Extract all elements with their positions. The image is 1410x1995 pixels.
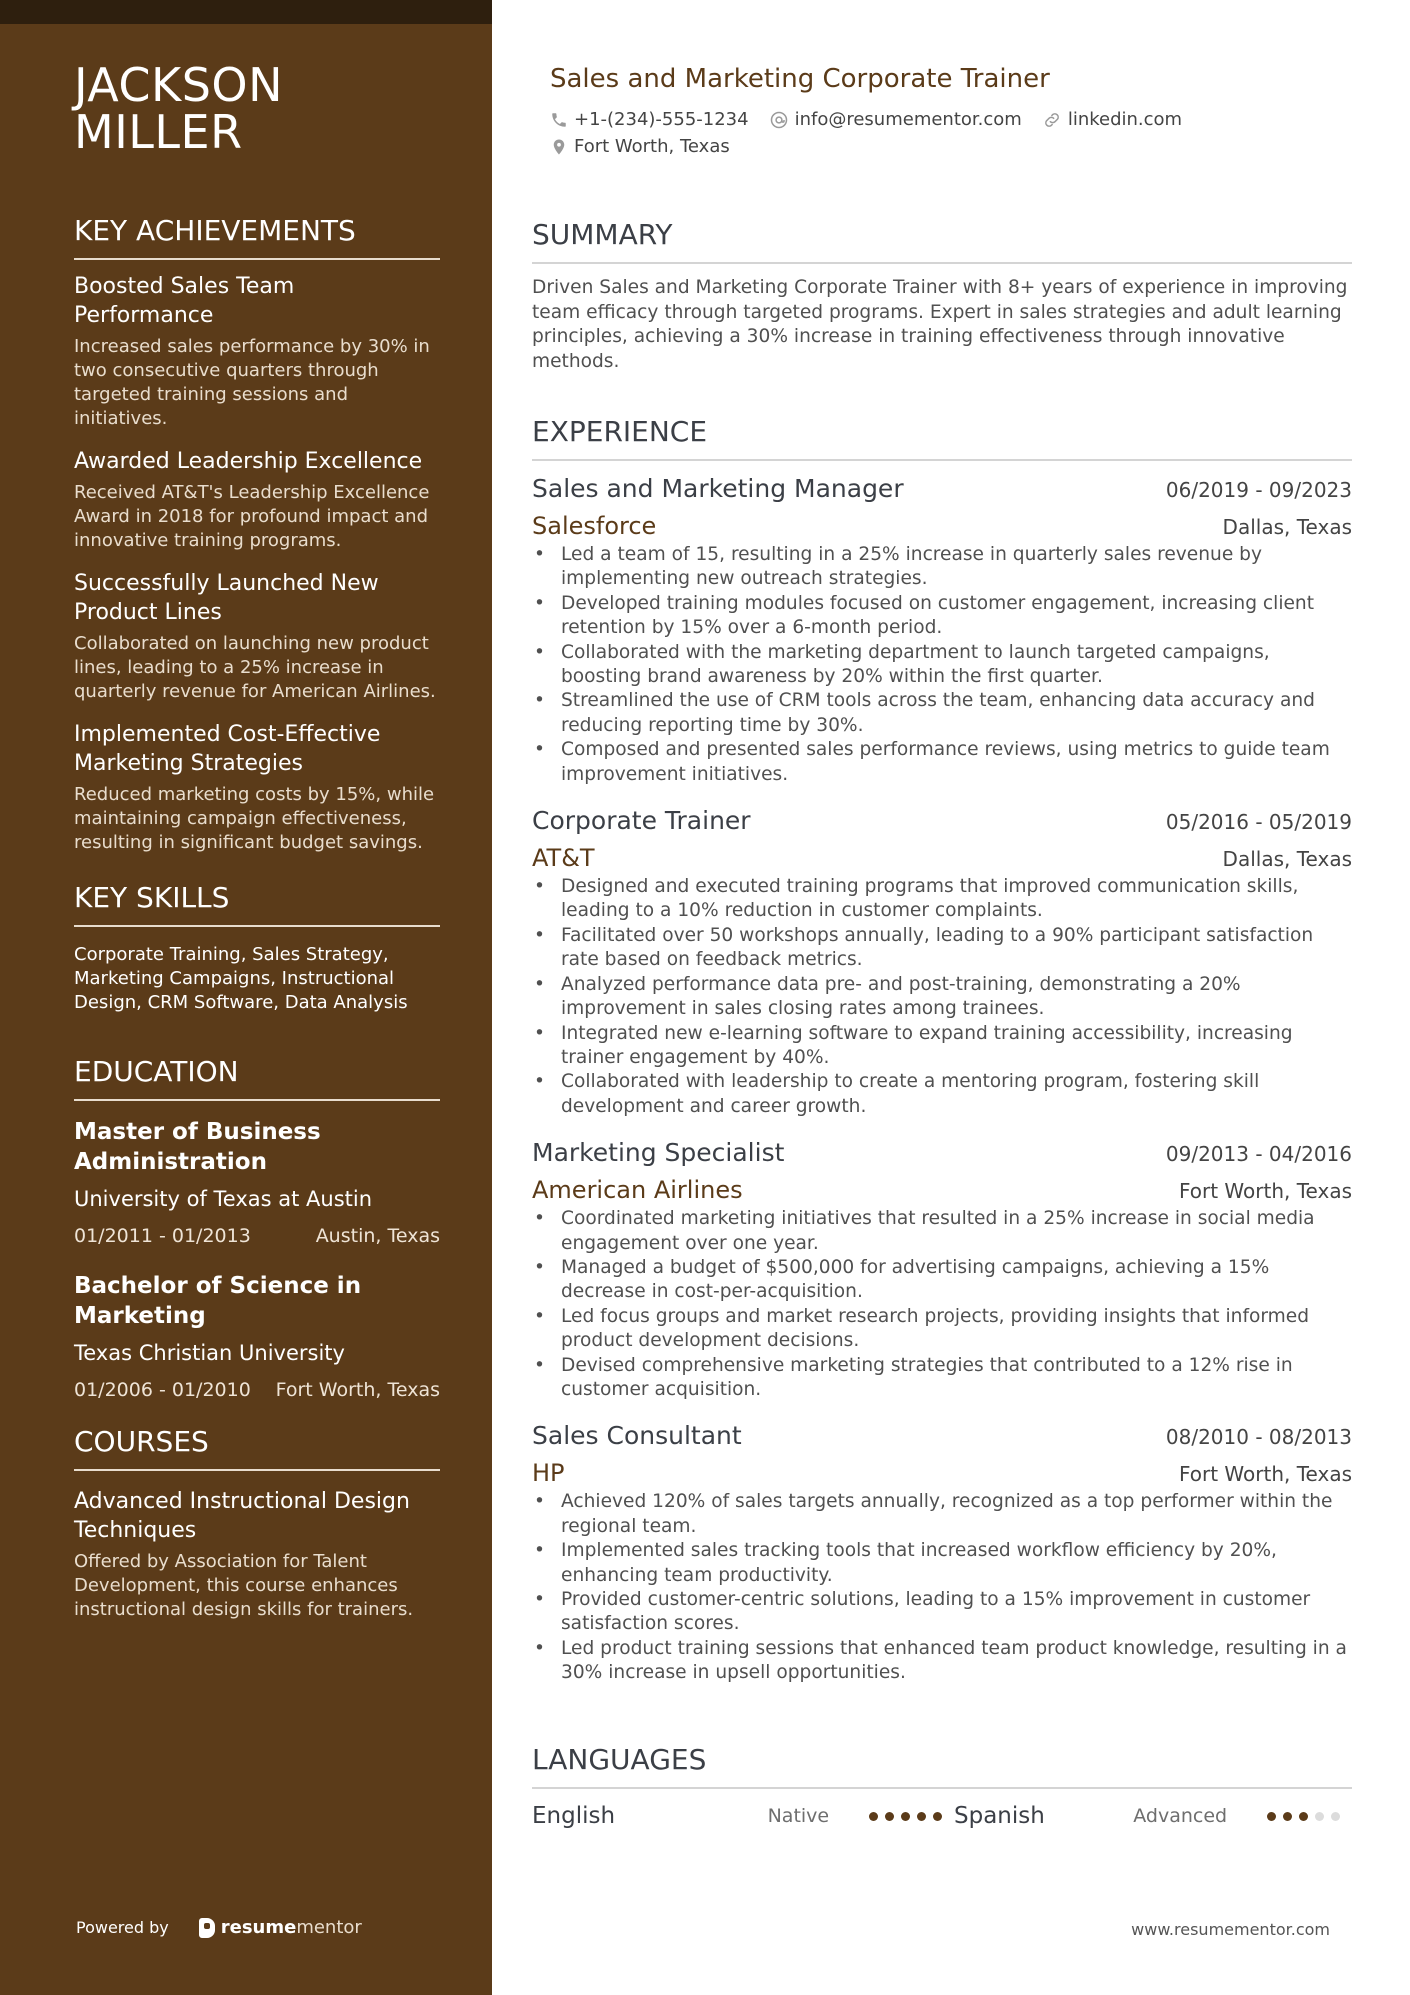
experience-heading: EXPERIENCE	[532, 415, 1352, 461]
education-section	[74, 1055, 440, 1403]
job-role: Marketing Specialist	[532, 1138, 785, 1168]
education-school: Texas Christian University	[74, 1341, 345, 1365]
header	[550, 62, 1350, 160]
job-role: Sales Consultant	[532, 1421, 742, 1451]
achievement-title: Boosted Sales Team Performance	[74, 274, 295, 328]
powered-by	[76, 1917, 362, 1938]
job-bullet: • Devised comprehensive marketing strategies that contributed to a 12% rise in customer acquisition.	[532, 1354, 1352, 1403]
language-name: English	[532, 1803, 616, 1829]
achievement-title: Implemented Cost-Effective Marketing Strategies	[74, 722, 381, 776]
languages-row	[532, 1801, 1352, 1831]
languages-section	[532, 1743, 1352, 1831]
job-company: HP	[532, 1459, 565, 1488]
logo-text-bold: resume	[220, 1917, 297, 1938]
job-subheader	[532, 1175, 1352, 1205]
achievements-section	[74, 214, 440, 855]
contact-email[interactable]	[769, 106, 1022, 133]
education-meta	[74, 1377, 440, 1403]
contact-linkedin[interactable]	[1042, 106, 1182, 133]
job-entry	[532, 1137, 1352, 1402]
skills-section	[74, 881, 440, 1015]
job-bullet: • Designed and executed training programs that improved communication skills, leading to a 10% reduction in customer complaints.	[532, 875, 1352, 924]
experience-section	[532, 415, 1352, 1704]
achievement-title: Successfully Launched New Product Lines	[74, 571, 379, 625]
rating-dot	[1267, 1812, 1276, 1821]
job-subheader	[532, 843, 1352, 873]
job-company: Salesforce	[532, 512, 657, 540]
phone-text: +1-(234)-555-1234	[574, 109, 749, 130]
course-desc: Offered by Association for Talent Development, this course enhances instructional design skills for trainers.	[74, 1551, 414, 1620]
sidebar	[0, 0, 492, 1995]
job-bullets	[532, 543, 1352, 787]
job-dates: 05/2016 - 05/2019	[1165, 810, 1352, 835]
main-content	[532, 0, 1352, 1995]
candidate-name	[74, 58, 440, 159]
contact-info	[550, 106, 1350, 160]
job-subheader	[532, 1458, 1352, 1488]
job-header	[532, 805, 1352, 837]
rating-dot	[1299, 1812, 1308, 1821]
job-header	[532, 473, 1352, 505]
language-level: Native	[767, 1805, 830, 1827]
achievement-desc: Collaborated on launching new product lines, leading to a 25% increase in quarterly revenue for American Airlines.	[74, 633, 436, 702]
job-bullet: • Led a team of 15, resulting in a 25% increase in quarterly sales revenue by implementing new outreach strategies.	[532, 543, 1352, 592]
achievement-desc: Increased sales performance by 30% in two consecutive quarters through targeted training sessions and initiatives.	[74, 336, 430, 429]
education-location: Fort Worth, Texas	[275, 1379, 440, 1401]
job-entry	[532, 473, 1352, 787]
job-entry	[532, 805, 1352, 1119]
resumementor-logo[interactable]	[199, 1917, 362, 1938]
education-degree: Bachelor of Science in Marketing	[74, 1273, 362, 1329]
link-icon	[1042, 110, 1062, 130]
language-rating	[1267, 1812, 1352, 1821]
courses-list	[74, 1487, 440, 1622]
contact-location	[550, 133, 1330, 160]
email-text: info@resumementor.com	[794, 109, 1022, 130]
education-heading: EDUCATION	[74, 1055, 440, 1101]
job-header	[532, 1420, 1352, 1452]
job-bullets	[532, 1207, 1352, 1402]
languages-heading: LANGUAGES	[532, 1743, 1352, 1789]
job-role: Sales and Marketing Manager	[532, 474, 904, 503]
job-bullet: • Facilitated over 50 workshops annually, leading to a 90% participant satisfaction rate based on feedback metrics.	[532, 924, 1352, 973]
language-level: Advanced	[1133, 1805, 1228, 1827]
achievement-desc: Reduced marketing costs by 15%, while maintaining campaign effectiveness, resulting in significant budget savings.	[74, 784, 435, 853]
job-bullet: • Coordinated marketing initiatives that resulted in a 25% increase in social media engagement over one year.	[532, 1207, 1352, 1256]
courses-heading: COURSES	[74, 1425, 440, 1471]
achievement-item	[74, 720, 440, 855]
achievement-item	[74, 569, 440, 704]
logo-text-light: mentor	[296, 1917, 362, 1938]
rating-dot	[917, 1812, 926, 1821]
job-bullet: • Led product training sessions that enhanced team product knowledge, resulting in a 30% increase in upsell opportunities.	[532, 1637, 1352, 1686]
achievements-heading: KEY ACHIEVEMENTS	[74, 214, 440, 260]
course-title: Advanced Instructional Design Techniques	[74, 1489, 410, 1543]
job-dates: 09/2013 - 04/2016	[1165, 1142, 1352, 1167]
courses-section	[74, 1425, 440, 1622]
job-bullet: • Streamlined the use of CRM tools across the team, enhancing data accuracy and reducing reporting time by 30%.	[532, 689, 1352, 738]
job-bullet: • Provided customer-centric solutions, leading to a 15% improvement in customer satisfaction scores.	[532, 1588, 1352, 1637]
job-bullet: • Managed a budget of $500,000 for advertising campaigns, achieving a 15% decrease in cost-per-acquisition.	[532, 1256, 1352, 1305]
education-meta	[74, 1223, 440, 1249]
education-school: University of Texas at Austin	[74, 1187, 373, 1211]
job-dates: 08/2010 - 08/2013	[1165, 1425, 1352, 1450]
logo-icon	[199, 1918, 215, 1938]
education-degree: Master of Business Administration	[74, 1119, 321, 1175]
job-bullet: • Implemented sales tracking tools that increased workflow efficiency by 20%, enhancing team productivity.	[532, 1539, 1352, 1588]
summary-text: Driven Sales and Marketing Corporate Trainer with 8+ years of experience in improving team efficacy through targeted programs. Expert in sales strategies and adult learning principles, achieving a 30% increase in training effectiveness through innovative methods.	[532, 277, 1348, 372]
education-item	[74, 1271, 440, 1403]
rating-dot	[1283, 1812, 1292, 1821]
location-pin-icon	[550, 137, 568, 157]
job-location: Fort Worth, Texas	[1178, 1179, 1352, 1204]
job-location: Dallas, Texas	[1222, 847, 1352, 872]
summary-heading: SUMMARY	[532, 218, 1352, 264]
sidebar-top-bar	[0, 0, 492, 24]
job-bullet: • Collaborated with the marketing department to launch targeted campaigns, boosting brand awareness by 20% within the first quarter.	[532, 641, 1352, 690]
job-entry	[532, 1420, 1352, 1685]
summary-section	[532, 218, 1352, 374]
achievement-desc: Received AT&T's Leadership Excellence Award in 2018 for profound impact and innovative training programs.	[74, 482, 430, 551]
language-rating	[869, 1812, 954, 1821]
job-header	[532, 1137, 1352, 1169]
job-location: Fort Worth, Texas	[1178, 1462, 1352, 1487]
headline: Sales and Marketing Corporate Trainer	[550, 64, 1050, 94]
job-bullet: • Achieved 120% of sales targets annually, recognized as a top performer within the regional team.	[532, 1490, 1352, 1539]
experience-list	[532, 473, 1352, 1686]
course-item	[74, 1487, 440, 1622]
job-dates: 06/2019 - 09/2023	[1165, 478, 1352, 502]
phone-icon	[550, 111, 568, 129]
skills-heading: KEY SKILLS	[74, 881, 440, 927]
education-dates: 01/2011 - 01/2013	[74, 1225, 251, 1247]
location-text: Fort Worth, Texas	[574, 136, 730, 157]
job-bullet: • Led focus groups and market research projects, providing insights that informed product development decisions.	[532, 1305, 1352, 1354]
achievement-item	[74, 272, 440, 431]
job-bullets	[532, 875, 1352, 1119]
job-bullet: • Collaborated with leadership to create a mentoring program, fostering skill development and career growth.	[532, 1070, 1352, 1119]
job-subheader	[532, 511, 1352, 541]
rating-dot	[901, 1812, 910, 1821]
rating-dot	[933, 1812, 942, 1821]
skills-text: Corporate Training, Sales Strategy, Marketing Campaigns, Instructional Design, CRM Software, Data Analysis	[74, 944, 408, 1013]
job-bullet: • Composed and presented sales performance reviews, using metrics to guide team improvement initiatives.	[532, 738, 1352, 787]
rating-dot	[869, 1812, 878, 1821]
job-bullet: • Analyzed performance data pre- and post-training, demonstrating a 20% improvement in sales closing rates among trainees.	[532, 973, 1352, 1022]
job-role: Corporate Trainer	[532, 806, 751, 836]
footer-url[interactable]: www.resumementor.com	[1131, 1920, 1330, 1939]
education-item	[74, 1117, 440, 1249]
achievement-title: Awarded Leadership Excellence	[74, 449, 423, 474]
rating-dot	[1315, 1812, 1324, 1821]
achievement-item	[74, 447, 440, 553]
job-location: Dallas, Texas	[1222, 515, 1352, 539]
powered-by-label: Powered by	[76, 1918, 169, 1937]
job-bullet: • Integrated new e-learning software to expand training accessibility, increasing trainer engagement by 40%.	[532, 1022, 1352, 1071]
job-company: American Airlines	[532, 1176, 743, 1205]
linkedin-text: linkedin.com	[1067, 109, 1183, 130]
education-dates: 01/2006 - 01/2010	[74, 1379, 251, 1401]
name-first: JACKSON	[74, 58, 284, 112]
education-list	[74, 1117, 440, 1403]
at-icon	[769, 110, 789, 130]
achievements-list	[74, 272, 440, 855]
contact-phone[interactable]	[550, 106, 749, 133]
rating-dot	[885, 1812, 894, 1821]
name-last: MILLER	[74, 105, 243, 159]
language-name: Spanish	[954, 1803, 1045, 1829]
job-company: AT&T	[532, 844, 595, 873]
rating-dot	[1331, 1812, 1340, 1821]
education-location: Austin, Texas	[315, 1225, 440, 1247]
sidebar-content	[74, 58, 440, 1638]
job-bullet: • Developed training modules focused on customer engagement, increasing client retention by 15% over a 6-month period.	[532, 592, 1352, 641]
job-bullets	[532, 1490, 1352, 1685]
